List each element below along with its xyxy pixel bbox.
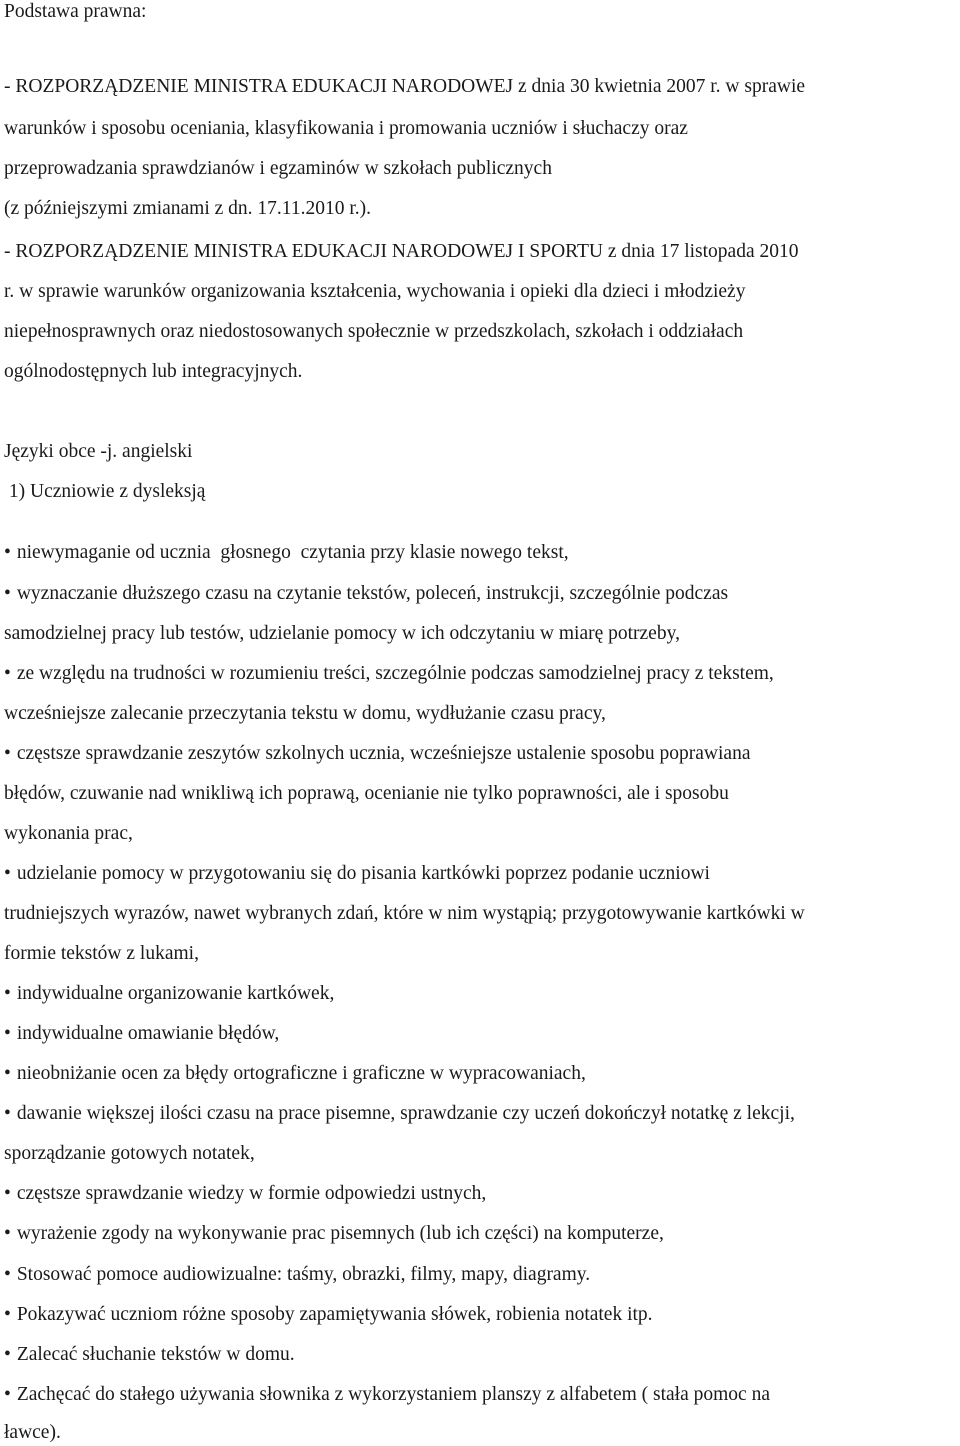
list-item (4, 1343, 295, 1367)
list-item (4, 582, 728, 606)
list-item-text: częstsze sprawdzanie zeszytów szkolnych ucznia, wcześniejsze ustalenie sposobu poprawiana (16, 743, 751, 764)
bullet-marker: • (4, 1023, 11, 1044)
list-item-continuation: formie tekstów z lukami, (4, 943, 199, 964)
list-item (4, 662, 774, 686)
bullet-marker: • (4, 1183, 11, 1204)
bullet-marker: • (4, 1103, 11, 1124)
list-item-continuation: wykonania prac, (4, 823, 133, 844)
list-item-text: Zachęcać do stałego używania słownika z wykorzystaniem planszy z alfabetem ( stała pomoc na (16, 1384, 770, 1405)
list-item (4, 1303, 653, 1327)
bullet-marker: • (4, 542, 11, 563)
list-item-text: wyznaczanie dłuższego czasu na czytanie tekstów, poleceń, instrukcji, szczególnie podczas (16, 583, 729, 604)
bullet-marker: • (4, 863, 11, 884)
list-item-continuation: ławce). (4, 1422, 61, 1443)
list-item-text: Zalecać słuchanie tekstów w domu. (16, 1344, 295, 1365)
bullet-marker: • (4, 1384, 11, 1405)
legal-basis-line: - ROZPORZĄDZENIE MINISTRA EDUKACJI NARODOWEJ z dnia 30 kwietnia 2007 r. w sprawie (4, 76, 806, 97)
list-item (4, 1222, 664, 1246)
list-item-text: ze względu na trudności w rozumieniu treści, szczególnie podczas samodzielnej pracy z tekstem, (16, 663, 774, 684)
list-item-text: niewymaganie od ucznia głosnego czytania przy klasie nowego tekst, (16, 542, 569, 563)
legal-basis-line: (z późniejszymi zmianami z dn. 17.11.2010 r.). (4, 198, 371, 219)
legal-basis-line: przeprowadzania sprawdzianów i egzaminów w szkołach publicznych (4, 158, 552, 179)
list-item (4, 1102, 795, 1126)
legal-basis-line: warunków i sposobu oceniania, klasyfikowania i promowania uczniów i słuchaczy oraz (4, 118, 688, 139)
list-item-text: Pokazywać uczniom różne sposoby zapamiętywania słówek, robienia notatek itp. (16, 1304, 653, 1325)
subject-heading: Języki obce -j. angielski (4, 441, 193, 462)
list-item (4, 1383, 770, 1407)
bullet-marker: • (4, 663, 11, 684)
list-item (4, 1022, 279, 1046)
bullet-marker: • (4, 1304, 11, 1325)
list-item-text: udzielanie pomocy w przygotowaniu się do pisania kartkówki poprzez podanie uczniowi (16, 863, 710, 884)
list-item-continuation: błędów, czuwanie nad wnikliwą ich poprawą, ocenianie nie tylko poprawności, ale i sposobu (4, 783, 729, 804)
list-item-text: indywidualne omawianie błędów, (16, 1023, 280, 1044)
list-item-continuation: samodzielnej pracy lub testów, udzielanie pomocy w ich odczytaniu w miarę potrzeby, (4, 623, 680, 644)
legal-basis-line: ogólnodostępnych lub integracyjnych. (4, 361, 303, 382)
list-item-text: indywidualne organizowanie kartkówek, (16, 983, 335, 1004)
bullet-marker: • (4, 1344, 11, 1365)
group-heading: 1) Uczniowie z dysleksją (4, 481, 206, 502)
legal-basis-line: r. w sprawie warunków organizowania kształcenia, wychowania i opieki dla dzieci i młodzieży (4, 281, 746, 302)
list-item-text: nieobniżanie ocen za błędy ortograficzne i graficzne w wypracowaniach, (16, 1063, 586, 1084)
list-item-continuation: trudniejszych wyrazów, nawet wybranych zdań, które w nim wystąpią; przygotowywanie kartkówki w (4, 903, 805, 924)
bullet-marker: • (4, 1223, 11, 1244)
list-item (4, 1263, 590, 1287)
list-item (4, 742, 751, 766)
bullet-marker: • (4, 583, 11, 604)
bullet-marker: • (4, 743, 11, 764)
list-item-text: częstsze sprawdzanie wiedzy w formie odpowiedzi ustnych, (16, 1183, 487, 1204)
list-item (4, 1182, 486, 1206)
list-item-text: Stosować pomoce audiowizualne: taśmy, obrazki, filmy, mapy, diagramy. (16, 1264, 591, 1285)
list-item-text: wyrażenie zgody na wykonywanie prac pisemnych (lub ich części) na komputerze, (16, 1223, 664, 1244)
list-item-continuation: sporządzanie gotowych notatek, (4, 1143, 255, 1164)
legal-basis-line: - ROZPORZĄDZENIE MINISTRA EDUKACJI NARODOWEJ I SPORTU z dnia 17 listopada 2010 (4, 241, 799, 262)
section-heading: Podstawa prawna: (4, 1, 147, 22)
bullet-marker: • (4, 1264, 11, 1285)
list-item-text: dawanie większej ilości czasu na prace pisemne, sprawdzanie czy uczeń dokończył notatkę z lekcji, (16, 1103, 795, 1124)
list-item (4, 862, 710, 886)
list-item-continuation: wcześniejsze zalecanie przeczytania tekstu w domu, wydłużanie czasu pracy, (4, 703, 606, 724)
bullet-marker: • (4, 983, 11, 1004)
list-item (4, 1062, 586, 1086)
list-item (4, 982, 334, 1006)
legal-basis-line: niepełnosprawnych oraz niedostosowanych społecznie w przedszkolach, szkołach i oddziałach (4, 321, 744, 342)
bullet-marker: • (4, 1063, 11, 1084)
list-item (4, 541, 569, 565)
